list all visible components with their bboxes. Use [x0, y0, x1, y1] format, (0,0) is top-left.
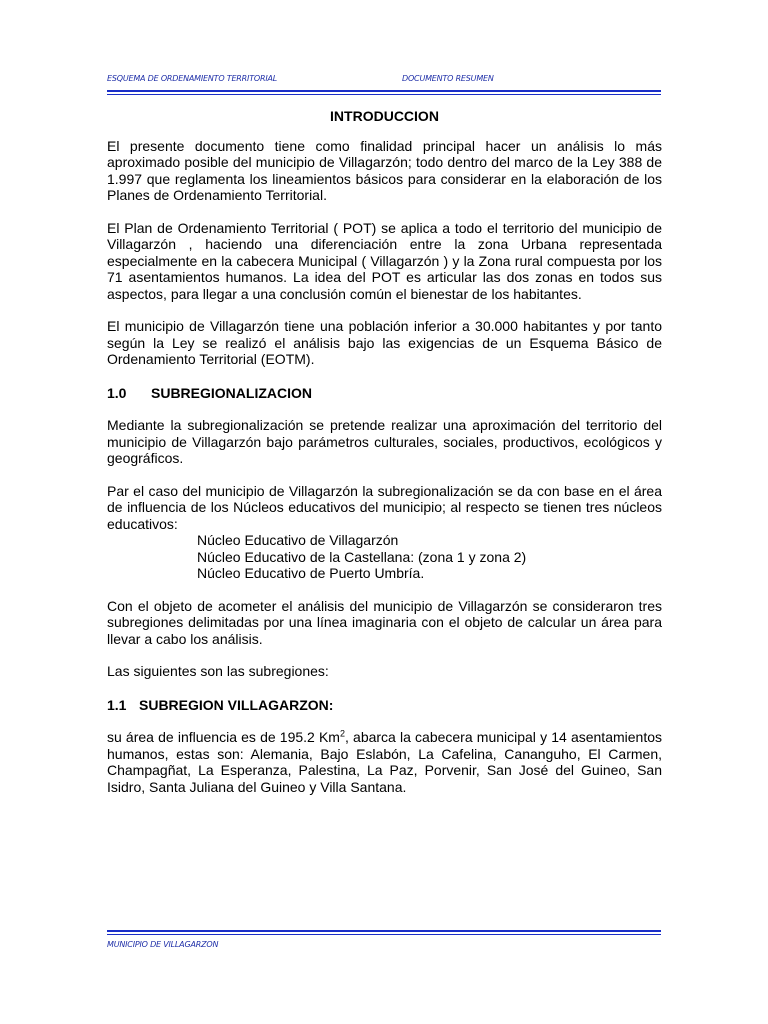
page-title: INTRODUCCION	[330, 108, 439, 124]
header-rule	[107, 90, 661, 95]
footer-municipality: MUNICIPIO DE VILLAGARZON	[107, 940, 219, 949]
footer-rule-thin	[107, 934, 661, 935]
list-item: Núcleo Educativo de la Castellana: (zona 1 y zona 2)	[197, 548, 527, 565]
section-number: 1.0	[107, 384, 127, 401]
section-title: SUBREGION VILLAGARZON:	[139, 696, 334, 713]
list-item: Núcleo Educativo de Puerto Umbría.	[197, 565, 425, 581]
header-rule-thick	[107, 90, 661, 92]
subregion-paragraph-1: Mediante la subregionalización se pretende realizar una aproximación del territorio del municipio de Villagarzón bajo parámetros culturales, sociales, productivos, ecológicos y geográficos.	[107, 417, 662, 466]
section-number: 1.1	[107, 696, 127, 713]
footer-rule-thick	[107, 930, 661, 932]
document-body	[107, 108, 662, 811]
section-title: SUBREGIONALIZACION	[151, 384, 312, 401]
subregion-paragraph-3: Con el objeto de acometer el análisis del municipio de Villagarzón se consideraron tres subregiones delimitadas por una línea imaginaria con el objeto de calcular un área para llevar a cabo los análisis.	[107, 597, 662, 647]
section-heading-1	[107, 385, 662, 402]
nucleos-list	[197, 532, 662, 582]
header-rule-thin	[107, 94, 661, 95]
subregion-paragraph-2: Par el caso del municipio de Villagarzón la subregionalización se da con base en el área de influencia de los Núcleos educativos del municipio; al respecto se tienen tres núcleos educativos:	[107, 482, 662, 532]
header-document-name: ESQUEMA DE ORDENAMIENTO TERRITORIAL	[107, 74, 278, 83]
intro-paragraph-1: El presente documento tiene como finalidad principal hacer un análisis lo más aproximado posible del municipio de Villagarzón; todo dentro del marco de la Ley 388 de 1.997 que reglamenta los lineamientos básicos para considerar en la elaboración de los Planes de Ordenamiento Territorial.	[107, 137, 662, 203]
subregion-villagarzon-paragraph	[107, 729, 662, 795]
footer-rule	[107, 930, 661, 935]
intro-paragraph-2: El Plan de Ordenamiento Territorial ( POT) se aplica a todo el territorio del municipio de Villagarzón , haciendo una diferenciación entre la zona Urbana representada especialmente en la cabecera Municipal ( Villagarzón ) y la Zona rural compuesta por los 71 asentamientos humanos. La idea del POT es articular las dos zonas en todos sus aspectos, para llegar a una conclusión común el bienestar de los habitantes.	[107, 219, 662, 302]
settlements-text: , abarca la cabecera municipal y 14 asentamientos humanos, estas son: Alemania, Bajo Eslabón, La Cafelina, Cananguho, El Carmen, Champagñat, La Esperanza, Palestina, La Paz, Porvenir, San José del Guineo, San Isidro, Santa Juliana del Guineo y Villa Santana.	[107, 729, 662, 795]
subregion-paragraph-4: Las siguientes son las subregiones:	[107, 663, 329, 679]
area-unit-superscript: 2	[339, 728, 345, 739]
intro-paragraph-3: El municipio de Villagarzón tiene una población inferior a 30.000 habitantes y por tanto según la Ley se realizó el análisis bajo las exigencias de un Esquema Básico de Ordenamiento Territorial (EOTM).	[107, 318, 662, 367]
list-item: Núcleo Educativo de Villagarzón	[197, 532, 399, 548]
header-document-type: DOCUMENTO RESUMEN	[402, 74, 494, 83]
area-text: su área de influencia es de 195.2 Km	[107, 729, 340, 745]
section-heading-2	[107, 697, 662, 714]
